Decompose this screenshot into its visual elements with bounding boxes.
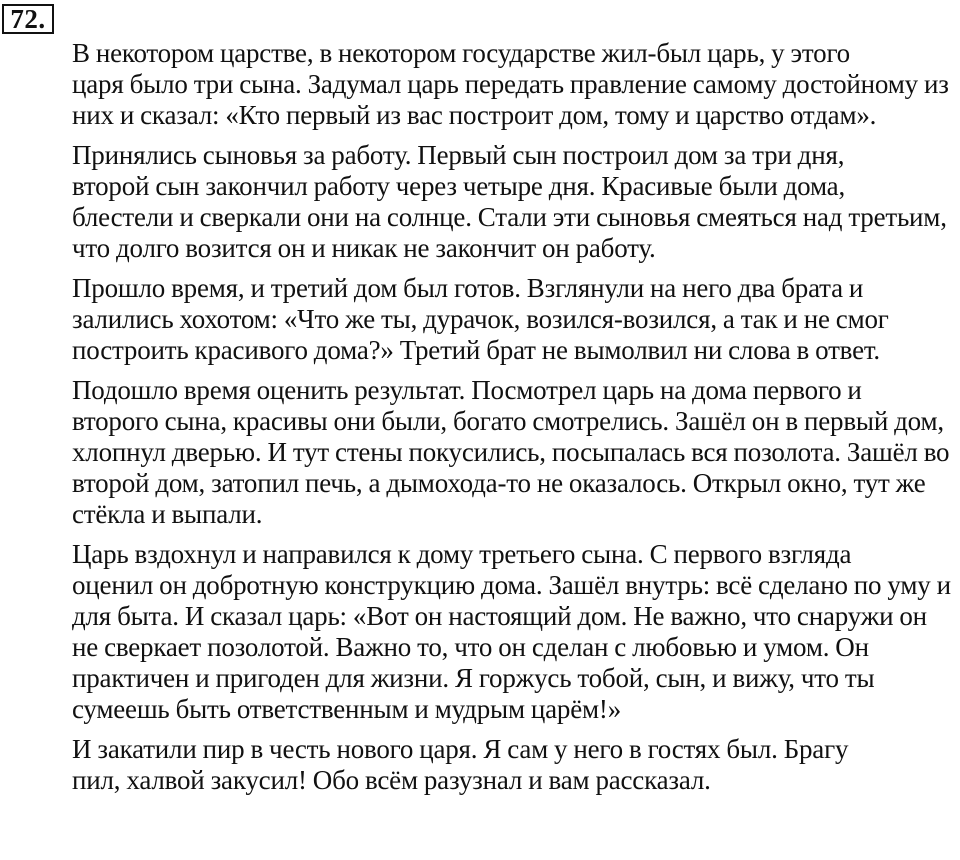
paragraph-6: [0, 734, 960, 796]
text-line: Принялись сыновья за работу. Первый сын построил дом за три дня,: [72, 140, 845, 170]
text-line: оценил он добротную конструкцию дома. Зашёл внутрь: всё сделано по уму и: [72, 570, 951, 600]
text-line: хлопнул дверью. И тут стены покусились, посыпалась вся позолота. Зашёл во: [72, 437, 950, 467]
text-line: залились хохотом: «Что же ты, дурачок, возился-возился, а так и не смог: [72, 304, 889, 334]
text-line: царя было три сына. Задумал царь передать правление самому достойному из: [72, 69, 949, 99]
text-line: построить красивого дома?» Третий брат не вымолвил ни слова в ответ.: [72, 335, 880, 365]
paragraph-2: [0, 140, 960, 264]
story-text: [0, 38, 960, 805]
text-line: И закатили пир в честь нового царя. Я сам у него в гостях был. Брагу: [72, 734, 849, 764]
text-line: Подошло время оценить результат. Посмотрел царь на дома первого и: [72, 375, 862, 405]
text-line: второй сын закончил работу через четыре дня. Красивые были дома,: [72, 171, 845, 201]
paragraph-4: [0, 375, 960, 530]
text-line: практичен и пригоден для жизни. Я горжусь тобой, сын, и вижу, что ты: [72, 663, 875, 693]
text-line: Царь вздохнул и направился к дому третьего сына. С первого взгляда: [72, 539, 852, 569]
text-line: второго сына, красивы они были, богато смотрелись. Зашёл он в первый дом,: [72, 406, 944, 436]
text-line: них и сказал: «Кто первый из вас построит дом, тому и царство отдам».: [72, 100, 877, 130]
paragraph-3: [0, 273, 960, 366]
text-line: второй дом, затопил печь, а дымохода-то не оказалось. Открыл окно, тут же: [72, 468, 926, 498]
exercise-number-box: 72.: [2, 4, 54, 34]
text-line: не сверкает позолотой. Важно то, что он сделан с любовью и умом. Он: [72, 632, 869, 662]
text-line: стёкла и выпали.: [72, 499, 263, 529]
paragraph-5: [0, 539, 960, 725]
text-line: В некотором царстве, в некотором государстве жил-был царь, у этого: [72, 38, 850, 68]
paragraph-1: [0, 38, 960, 131]
text-line: сумеешь быть ответственным и мудрым царём!»: [72, 694, 621, 724]
text-line: Прошло время, и третий дом был готов. Взглянули на него два брата и: [72, 273, 864, 303]
text-line: что долго возится он и никак не закончит он работу.: [72, 233, 656, 263]
text-line: блестели и сверкали они на солнце. Стали эти сыновья смеяться над третьим,: [72, 202, 947, 232]
text-line: пил, халвой закусил! Обо всём разузнал и вам рассказал.: [72, 765, 711, 795]
text-line: для быта. И сказал царь: «Вот он настоящий дом. Не важно, что снаружи он: [72, 601, 927, 631]
